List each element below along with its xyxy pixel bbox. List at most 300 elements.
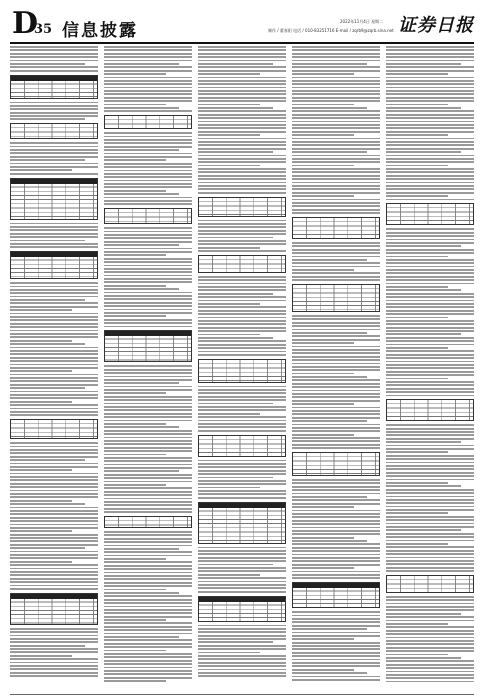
text-line (10, 340, 72, 342)
text-line (10, 651, 98, 653)
text-line (104, 261, 192, 263)
text-line (198, 300, 286, 302)
text-line (386, 458, 474, 460)
text-line (10, 520, 98, 522)
text-line (104, 180, 192, 182)
text-line (386, 599, 474, 601)
text-line (386, 117, 474, 119)
text-line (386, 650, 474, 652)
text-line (10, 149, 98, 151)
text-line (10, 452, 98, 454)
text-line (386, 361, 474, 363)
text-line (292, 669, 354, 671)
text-line (104, 190, 166, 192)
text-line (292, 363, 380, 365)
text-line (104, 680, 166, 682)
text-line (104, 258, 192, 260)
text-line (104, 292, 192, 294)
text-line (386, 620, 474, 622)
text-line (104, 110, 192, 112)
text-line (198, 100, 286, 102)
text-line (292, 489, 380, 491)
text-line (104, 376, 192, 378)
text-line (292, 560, 380, 562)
text-line (198, 430, 286, 432)
text-line (386, 509, 474, 511)
text-line (104, 326, 192, 328)
text-line (10, 459, 85, 461)
text-line (386, 151, 461, 153)
text-line (10, 561, 72, 563)
data-table (10, 593, 98, 625)
text-line (198, 185, 286, 187)
text-line (198, 550, 286, 552)
text-line (104, 508, 192, 510)
text-line (104, 565, 192, 567)
text-line (198, 638, 286, 640)
text-line (10, 628, 98, 630)
text-line (104, 531, 192, 533)
text-line (198, 669, 286, 671)
text-line (198, 230, 286, 232)
text-line (104, 660, 192, 662)
text-line (292, 447, 380, 449)
text-line (104, 271, 192, 273)
text-line (104, 197, 192, 199)
text-line (292, 652, 380, 654)
text-line (198, 574, 260, 576)
text-line (10, 391, 98, 393)
text-line (104, 389, 192, 391)
text-line (198, 279, 286, 281)
data-table (198, 359, 286, 383)
text-line (292, 175, 380, 177)
text-line (386, 633, 474, 635)
text-line (386, 77, 474, 79)
text-line (386, 87, 474, 89)
text-line (198, 243, 286, 245)
text-line (386, 350, 474, 352)
text-line (198, 320, 286, 322)
text-line (292, 73, 354, 75)
text-line (386, 245, 461, 247)
text-line (10, 236, 98, 238)
text-line (386, 121, 474, 123)
text-line (10, 466, 98, 468)
text-line (10, 159, 85, 161)
text-line (386, 49, 474, 51)
data-table (292, 452, 380, 476)
text-line (104, 100, 192, 102)
text-line (386, 158, 474, 160)
text-line (386, 424, 474, 426)
text-line (104, 501, 192, 503)
data-table (386, 399, 474, 421)
bottom-rule (10, 694, 474, 695)
text-line (198, 220, 286, 222)
text-line (292, 400, 380, 402)
text-line (386, 310, 474, 312)
text-line (292, 185, 380, 187)
text-line (292, 209, 380, 211)
text-line (104, 454, 166, 456)
text-line (386, 283, 474, 285)
text-line (292, 148, 380, 150)
text-line (10, 411, 98, 413)
column-1 (10, 46, 98, 692)
text-line (104, 295, 192, 297)
text-line (386, 374, 474, 376)
text-line (104, 494, 192, 496)
text-line (292, 413, 380, 415)
date-line: 2022年11月4日 星期二 (340, 19, 384, 24)
text-line (292, 635, 380, 637)
text-line (104, 312, 192, 314)
text-line (10, 115, 98, 117)
text-line (104, 83, 192, 85)
text-line (10, 530, 72, 532)
text-line (292, 46, 380, 48)
text-line (104, 186, 192, 188)
text-line (198, 420, 286, 422)
text-line (198, 591, 286, 593)
text-line (198, 276, 286, 278)
text-line (292, 60, 380, 62)
text-line (292, 90, 380, 92)
text-line (292, 482, 380, 484)
text-line (386, 613, 461, 615)
text-line (386, 485, 461, 487)
text-line (386, 97, 474, 99)
text-line (10, 56, 98, 58)
text-line (386, 640, 474, 642)
text-line (104, 244, 179, 246)
text-line (198, 330, 286, 332)
text-line (104, 60, 192, 62)
text-line (386, 320, 474, 322)
text-line (10, 374, 98, 376)
text-line (386, 266, 474, 268)
text-line (104, 302, 192, 304)
text-line (198, 240, 286, 242)
text-line (10, 142, 98, 144)
text-line (292, 537, 354, 539)
text-line (198, 175, 286, 177)
text-line (10, 296, 98, 298)
text-line (10, 46, 98, 48)
text-line (198, 233, 286, 235)
text-line (292, 665, 380, 667)
text-line (386, 104, 448, 106)
text-line (292, 199, 380, 201)
text-line (198, 645, 286, 647)
text-line (292, 420, 367, 422)
text-line (198, 117, 286, 119)
text-line (386, 249, 474, 251)
text-line (104, 616, 192, 618)
text-line (10, 309, 72, 311)
text-line (10, 323, 98, 325)
text-line (10, 585, 98, 587)
text-line (198, 423, 286, 425)
text-line (10, 286, 98, 288)
text-line (198, 570, 286, 572)
text-line (292, 117, 380, 119)
text-line (386, 276, 474, 278)
text-line (10, 316, 98, 318)
text-line (10, 146, 98, 148)
text-line (104, 622, 192, 624)
text-line (104, 80, 192, 82)
text-line (386, 499, 474, 501)
text-line (10, 289, 98, 291)
text-line (10, 672, 98, 674)
text-line (104, 430, 192, 432)
text-line (386, 630, 474, 632)
text-line (292, 352, 380, 354)
text-line (386, 259, 474, 261)
text-line (386, 482, 448, 484)
text-line (10, 500, 72, 502)
text-line (386, 242, 474, 244)
text-line (386, 63, 461, 65)
text-line (10, 571, 98, 573)
text-line (386, 269, 474, 271)
text-line (104, 602, 192, 604)
text-line (292, 407, 380, 409)
text-line (386, 330, 474, 332)
text-line (198, 389, 286, 391)
text-line (292, 318, 380, 320)
text-line (10, 486, 98, 488)
text-line (10, 112, 98, 114)
text-line (104, 558, 166, 560)
text-line (292, 87, 380, 89)
data-table (292, 582, 380, 608)
text-line (292, 386, 380, 388)
text-line (386, 195, 448, 197)
text-line (104, 372, 192, 374)
text-line (386, 235, 474, 237)
text-line (198, 406, 286, 408)
text-line (104, 409, 192, 411)
text-line (386, 596, 474, 598)
text-line (198, 283, 286, 285)
text-line (198, 466, 286, 468)
text-line (198, 107, 273, 109)
text-line (198, 77, 286, 79)
text-line (10, 446, 98, 448)
text-line (104, 369, 192, 371)
text-line (198, 460, 286, 462)
text-line (386, 512, 448, 514)
text-line (104, 73, 166, 75)
text-line (386, 279, 474, 281)
text-line (292, 366, 380, 368)
text-line (386, 540, 474, 542)
text-line (104, 606, 192, 608)
text-line (386, 660, 474, 662)
text-line (292, 93, 380, 95)
text-line (292, 554, 380, 556)
text-line (10, 226, 98, 228)
text-line (104, 93, 192, 95)
text-line (198, 641, 273, 643)
text-line (292, 417, 380, 419)
text-line (104, 70, 192, 72)
text-line (198, 487, 260, 489)
text-line (386, 161, 474, 163)
text-line (386, 272, 474, 274)
text-line (10, 49, 98, 51)
text-line (198, 53, 286, 55)
text-line (386, 53, 474, 55)
text-line (292, 659, 380, 661)
data-table (10, 419, 98, 439)
text-line (386, 448, 474, 450)
text-line (10, 524, 98, 526)
column-5 (386, 46, 474, 692)
text-line (292, 632, 380, 634)
text-line (10, 156, 98, 158)
text-line (198, 141, 286, 143)
text-line (198, 337, 273, 339)
text-line (292, 379, 380, 381)
text-line (10, 578, 98, 580)
text-line (386, 441, 461, 443)
text-line (10, 118, 85, 120)
text-line (386, 606, 474, 608)
text-line (292, 315, 380, 317)
column-2 (104, 46, 192, 692)
text-line (104, 265, 192, 267)
text-line (198, 354, 286, 356)
data-table (10, 75, 98, 99)
text-line (10, 404, 98, 406)
text-line (104, 470, 179, 472)
text-line (386, 533, 474, 535)
text-line (104, 146, 192, 148)
text-line (104, 484, 166, 486)
text-line (386, 623, 448, 625)
text-line (292, 155, 380, 157)
text-line (386, 168, 474, 170)
text-line (292, 63, 367, 65)
text-line (292, 662, 380, 664)
text-line (10, 638, 98, 640)
text-line (292, 97, 380, 99)
text-line (104, 548, 179, 550)
text-line (10, 353, 98, 355)
text-line (10, 326, 98, 328)
column-3 (198, 46, 286, 692)
text-line (386, 83, 474, 85)
text-line (198, 317, 286, 319)
data-table (104, 516, 192, 528)
text-line (292, 513, 380, 515)
text-line (386, 313, 474, 315)
text-line (292, 648, 380, 650)
text-line (198, 306, 286, 308)
text-line (292, 543, 380, 545)
text-line (10, 645, 85, 647)
text-line (386, 107, 461, 109)
text-line (104, 241, 192, 243)
text-line (104, 231, 192, 233)
text-line (386, 364, 474, 366)
text-line (104, 426, 179, 428)
text-line (198, 426, 286, 428)
text-line (10, 152, 98, 154)
text-line (104, 406, 192, 408)
text-line (292, 571, 380, 573)
text-line (10, 394, 98, 396)
text-line (104, 589, 166, 591)
text-line (386, 560, 474, 562)
text-line (198, 83, 286, 85)
text-line (386, 175, 474, 177)
text-line (386, 306, 474, 308)
text-line (104, 511, 192, 513)
text-line (104, 234, 192, 236)
editor-line: 制作 / 董春阳 电话 / 010-83251716 E-mail / zqrb9@zqrb.sina.net (268, 28, 394, 33)
text-line (292, 638, 354, 640)
text-line (104, 568, 192, 570)
text-line (386, 657, 461, 659)
text-line (292, 83, 380, 85)
column-4 (292, 46, 380, 692)
text-line (198, 289, 286, 291)
text-line (104, 268, 192, 270)
text-line (386, 144, 474, 146)
text-line (386, 451, 448, 453)
text-line (386, 570, 474, 572)
text-line (198, 662, 286, 664)
text-line (198, 635, 286, 637)
text-line (10, 665, 98, 667)
text-line (292, 540, 367, 542)
data-table (198, 502, 286, 544)
text-line (292, 444, 380, 446)
text-line (104, 477, 192, 479)
text-line (198, 144, 286, 146)
text-line (10, 414, 98, 416)
text-line (198, 250, 286, 252)
text-line (292, 188, 380, 190)
text-line (104, 176, 192, 178)
text-line (292, 527, 380, 529)
text-line (386, 391, 474, 393)
text-line (10, 408, 98, 410)
text-line (386, 381, 474, 383)
text-line (10, 675, 98, 677)
text-line (292, 625, 380, 627)
text-line (198, 310, 286, 312)
text-line (386, 171, 474, 173)
text-line (292, 266, 380, 268)
text-line (104, 619, 166, 621)
text-line (386, 80, 474, 82)
text-line (386, 232, 474, 234)
text-line (292, 557, 380, 559)
text-line (10, 527, 98, 529)
text-line (104, 365, 192, 367)
text-line (386, 637, 474, 639)
text-line (104, 156, 192, 158)
text-line (198, 483, 286, 485)
text-line (386, 616, 474, 618)
text-line (386, 536, 474, 538)
